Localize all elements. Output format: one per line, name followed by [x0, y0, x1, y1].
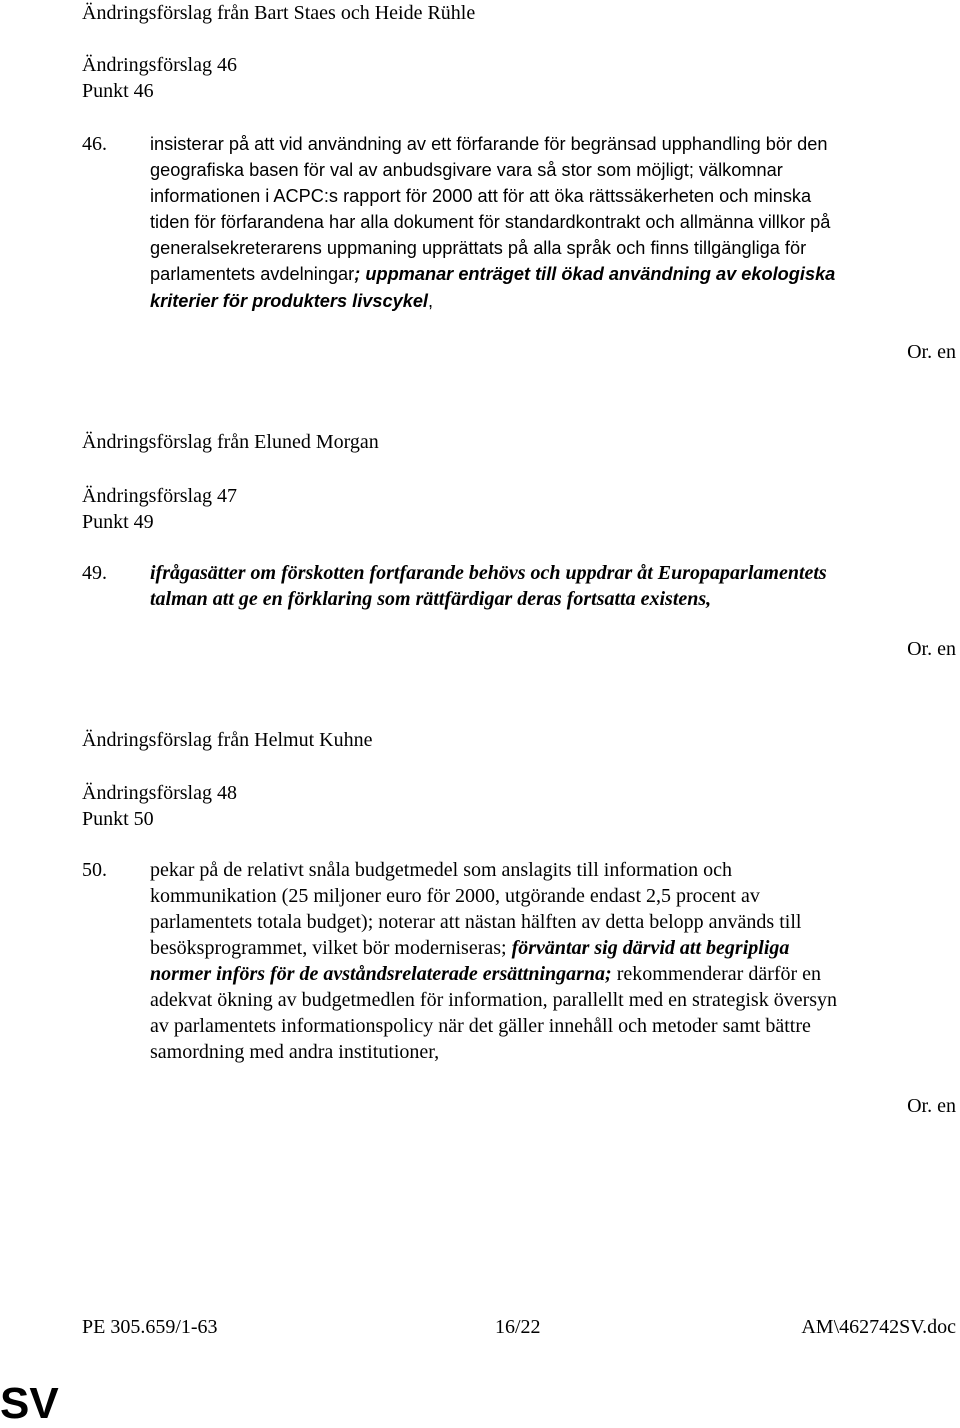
text-line	[150, 586, 950, 612]
amendment-author: Ändringsförslag från Bart Staes och Heide Rühle	[82, 2, 476, 24]
text-segment: kommunikation (25 miljoner euro för 2000, utgörande endast 2,5 procent av	[150, 885, 760, 907]
original-language: Or. en	[907, 341, 956, 363]
text-line	[150, 883, 950, 909]
language-code: SV	[0, 1379, 59, 1428]
amendment-text	[150, 857, 950, 1065]
amendment-number: Ändringsförslag 47	[82, 485, 237, 507]
amendment-text	[150, 560, 950, 612]
paragraph-number: 46.	[82, 133, 107, 155]
text-line	[150, 183, 950, 209]
amendment-text	[150, 131, 950, 314]
amended-text-segment: ifrågasätter om förskotten fortfarande behövs och uppdrar åt Europaparlamentets	[150, 562, 827, 584]
amended-text-segment: normer införs för de avståndsrelaterade ersättningarna;	[150, 963, 612, 985]
amended-text-segment: ; uppmanar enträget till ökad användning av ekologiska	[354, 264, 836, 285]
text-segment: ,	[428, 290, 434, 311]
text-line	[150, 1013, 950, 1039]
amendment-number: Ändringsförslag 48	[82, 782, 237, 804]
text-segment: av parlamentets informationspolicy när det gäller innehåll och metoder samt bättre	[150, 1015, 811, 1037]
text-segment: parlamentets totala budget); noterar att nästan hälften av detta belopp används till	[150, 911, 802, 933]
text-line	[150, 157, 950, 183]
text-line	[150, 235, 950, 261]
original-language: Or. en	[907, 1095, 956, 1117]
footer-page-number: 16/22	[495, 1316, 541, 1338]
text-segment: geografiska basen för val av anbudsgivare vara så stor som möjligt; välkomnar	[150, 160, 783, 181]
text-line	[150, 209, 950, 235]
text-segment: pekar på de relativt snåla budgetmedel som anslagits till information och	[150, 859, 733, 881]
text-line	[150, 987, 950, 1013]
text-segment: generalsekreterarens uppmaning upprättats på alla språk och finns tillgängliga för	[150, 238, 807, 259]
text-line	[150, 288, 950, 314]
text-segment: adekvat ökning av budgetmedlen för information, parallellt med en strategisk översyn	[150, 989, 838, 1011]
amended-text-segment: kriterier för produkters livscykel	[150, 290, 428, 311]
text-segment: tiden för förfarandena har alla dokument för standardkontrakt och allmänna villkor på	[150, 212, 831, 233]
text-line	[150, 261, 950, 287]
text-line	[150, 560, 950, 586]
amendment-point: Punkt 46	[82, 80, 154, 102]
footer-file-name: AM\462742SV.doc	[801, 1316, 956, 1338]
amended-text-segment: förväntar sig därvid att begripliga	[511, 937, 790, 959]
text-segment: rekommenderar därför en	[611, 963, 822, 985]
footer-doc-ref: PE 305.659/1-63	[82, 1316, 218, 1338]
text-line	[150, 909, 950, 935]
text-segment: besöksprogrammet, vilket bör moderniseras;	[150, 937, 512, 959]
amendment-point: Punkt 49	[82, 511, 154, 533]
text-line	[150, 961, 950, 987]
amendment-number: Ändringsförslag 46	[82, 54, 237, 76]
text-line	[150, 131, 950, 157]
text-segment: informationen i ACPC:s rapport för 2000 att för att öka rättssäkerheten och minska	[150, 186, 812, 207]
text-segment: samordning med andra institutioner,	[150, 1041, 440, 1063]
text-segment: insisterar på att vid användning av ett förfarande för begränsad upphandling bör den	[150, 134, 828, 154]
amended-text-segment: talman att ge en förklaring som rättfärdigar deras fortsatta existens,	[150, 588, 712, 610]
original-language: Or. en	[907, 638, 956, 660]
text-line	[150, 857, 950, 883]
paragraph-number: 49.	[82, 562, 107, 584]
text-line	[150, 1039, 950, 1065]
amendment-author: Ändringsförslag från Helmut Kuhne	[82, 729, 373, 751]
paragraph-number: 50.	[82, 859, 107, 881]
amendment-author: Ändringsförslag från Eluned Morgan	[82, 431, 379, 453]
text-line	[150, 935, 950, 961]
text-segment: parlamentets avdelningar	[150, 264, 355, 285]
amendment-point: Punkt 50	[82, 808, 154, 830]
